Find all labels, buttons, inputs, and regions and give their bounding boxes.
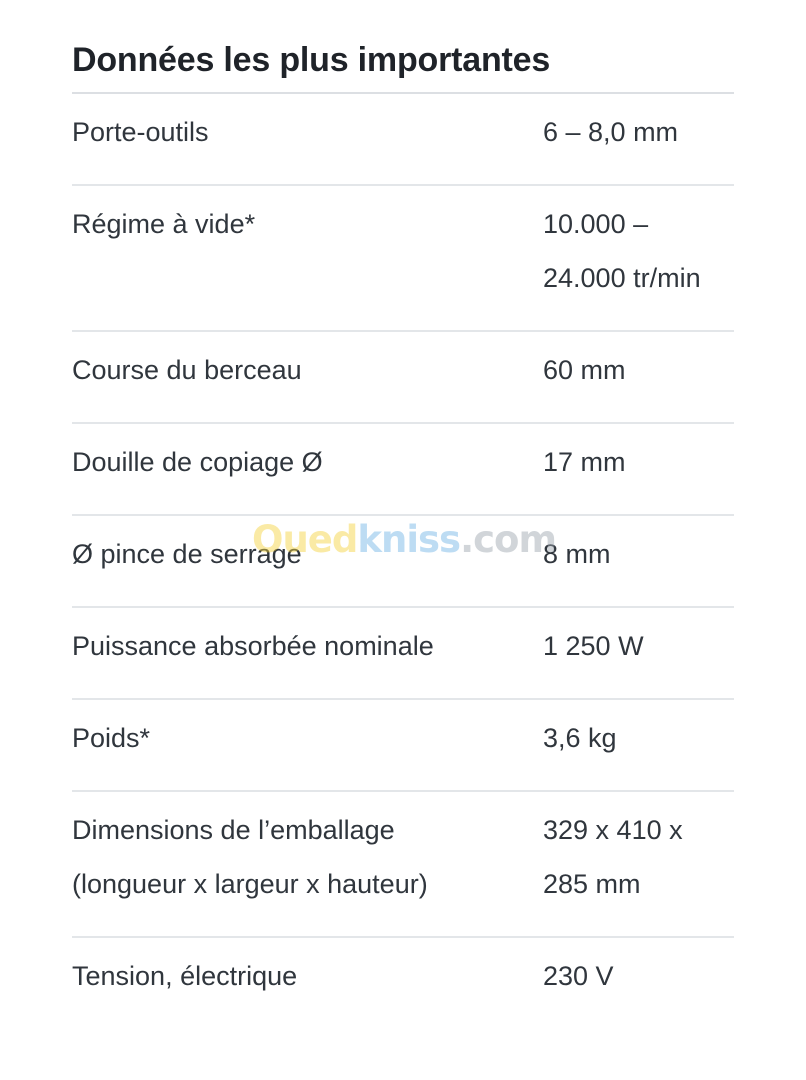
spec-label: Ø pince de serrage	[72, 539, 302, 569]
spec-value-line: 10.000 –	[543, 209, 649, 239]
watermark-part: kniss	[357, 518, 461, 561]
table-row	[72, 608, 734, 700]
spec-value: 6 – 8,0 mm	[543, 117, 679, 147]
watermark-part: .com	[460, 518, 557, 561]
table-row	[72, 938, 734, 1030]
spec-label: Régime à vide*	[72, 209, 256, 239]
table-row	[72, 516, 734, 608]
spec-value: 8 mm	[543, 539, 611, 569]
spec-label: Puissance absorbée nominale	[72, 631, 434, 661]
spec-value-line: 24.000 tr/min	[543, 263, 701, 293]
table-row	[72, 94, 734, 186]
spec-label: Course du berceau	[72, 355, 302, 385]
table-row	[72, 186, 734, 332]
spec-label-line: Dimensions de l’emballage	[72, 815, 395, 845]
spec-label: Tension, électrique	[72, 961, 298, 991]
spec-value	[543, 197, 734, 330]
spec-label: Porte-outils	[72, 117, 209, 147]
spec-value	[543, 803, 734, 936]
spec-value: 230 V	[543, 961, 614, 991]
spec-label: Douille de copiage Ø	[72, 447, 323, 477]
table-row	[72, 424, 734, 516]
specs-panel	[72, 0, 734, 1030]
page-title: Données les plus importantes	[72, 41, 551, 79]
table-row	[72, 700, 734, 792]
spec-value: 17 mm	[543, 447, 626, 477]
spec-value: 3,6 kg	[543, 723, 617, 753]
spec-value-line: 329 x 410 x	[543, 815, 683, 845]
spec-label	[72, 803, 543, 936]
table-row	[72, 792, 734, 938]
spec-value-line: 285 mm	[543, 869, 641, 899]
specs-table	[72, 92, 734, 1030]
watermark-part: Oued	[252, 518, 358, 561]
table-row	[72, 332, 734, 424]
spec-label: Poids*	[72, 723, 151, 753]
spec-value: 60 mm	[543, 355, 626, 385]
spec-value: 1 250 W	[543, 631, 644, 661]
spec-label-line: (longueur x largeur x hauteur)	[72, 869, 428, 899]
